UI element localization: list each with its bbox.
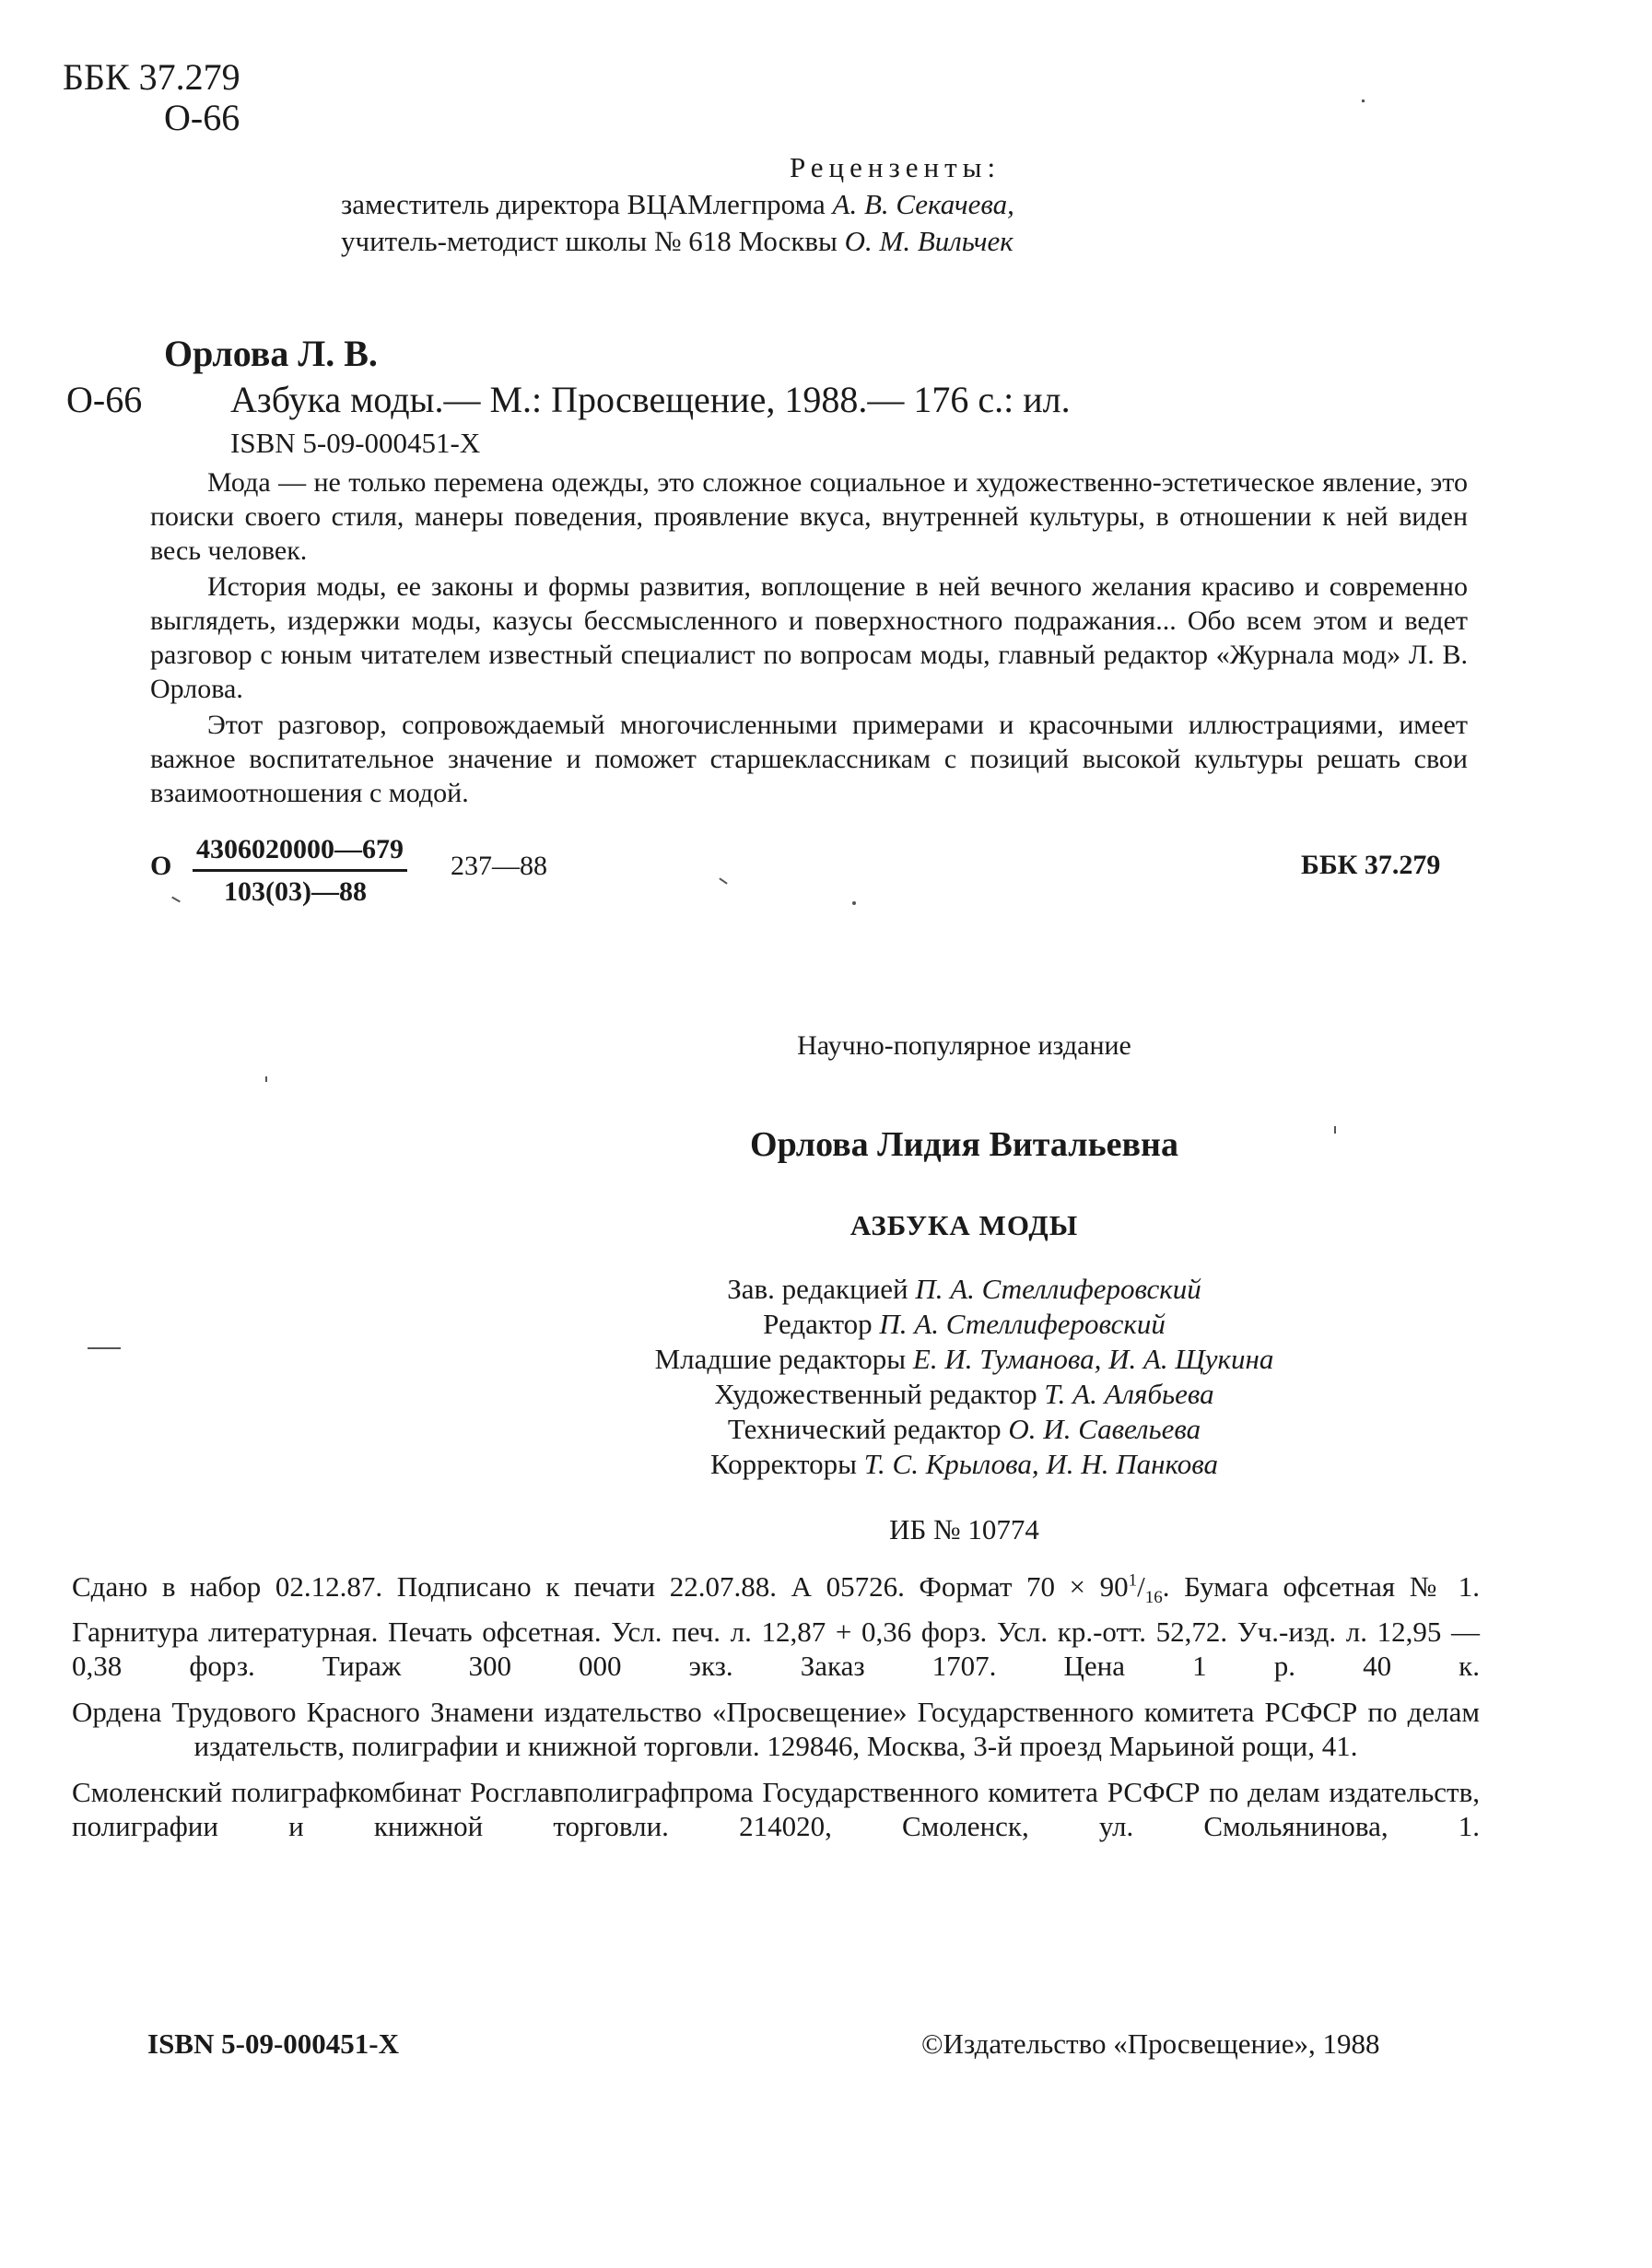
catalog-code: О-66 — [66, 379, 143, 420]
print-details-text-2: . Бумага офсетная № 1. Гарнитура литературная. Печать офсетная. Усл. печ. л. 12,87 + 0,36 форз. Усл. кр.-отт. 52,72. Уч.-изд. л. 12,95 — 0,38 форз. Тираж 300 000 экз. Заказ 1707. Цена 1 р. 40 к. — [72, 1570, 1480, 1683]
catalog-isbn: ISBN 5-09-000451-X — [230, 427, 481, 459]
fraction-suffix: 237—88 — [451, 851, 547, 881]
staff-line — [138, 1307, 1652, 1342]
staff-names: Т. А. Алябьева — [1044, 1378, 1214, 1410]
staff-names: П. А. Стеллиферовский — [879, 1308, 1166, 1340]
reviewer-2-position: учитель-методист школы № 618 Москвы — [341, 225, 845, 257]
reviewer-1-name: А. В. Секачева, — [832, 188, 1014, 220]
reviewers-block — [0, 149, 1652, 260]
scan-speck — [719, 877, 727, 884]
ib-number: ИБ № 10774 — [889, 1513, 1039, 1545]
printer-info: Смоленский полиграфкомбинат Росглавполиграфпрома Государственного комитета РСФСР по делам издательств, полиграфии и книжной торговли. 214020, Смоленск, ул. Смольянинова, 1. — [72, 1776, 1480, 1843]
fraction-numerator: 4306020000—679 — [193, 834, 407, 872]
scan-speck — [88, 1347, 121, 1349]
reviewer-1 — [0, 186, 1652, 223]
author-mark: О-66 — [164, 97, 240, 138]
catalog-author: Орлова Л. В. — [164, 333, 378, 374]
scan-speck — [1334, 1126, 1336, 1134]
scan-speck — [852, 901, 856, 905]
scan-speck — [265, 1076, 267, 1082]
annotation-paragraph-1: Мода — не только перемена одежды, это сложное социальное и художественно-эстетическое явление, это поиски своего стиля, манеры поведения, проявление вкуса, внутренней культуры, в отношении к ней виден весь человек. — [150, 467, 1468, 566]
reviewer-1-position: заместитель директора ВЦАМлегпрома — [341, 188, 833, 220]
staff-role: Художественный редактор — [714, 1378, 1045, 1410]
editorial-staff — [0, 1272, 1652, 1482]
copyright-notice: ©Издательство «Просвещение», 1988 — [921, 2027, 1380, 2060]
annotation-paragraph-2: История моды, ее законы и формы развития, воплощение в ней вечного желания красиво и современно выглядеть, издержки моды, казусы бессмысленного и поверхностного подражания... Обо всем этом и ведет разговор с юным читателем известный специалист по вопросам моды, главный редактор «Журнала мод» Л. В. Орлова. — [150, 571, 1468, 704]
publisher-info: Ордена Трудового Красного Знамени издательство «Просвещение» Государственного комитета РСФСР по делам издательств, полиграфии и книжной торговли. 129846, Москва, 3-й проезд Марьиной рощи, 41. — [72, 1696, 1480, 1763]
staff-line — [138, 1377, 1652, 1412]
format-subscript: 16 — [1144, 1588, 1163, 1608]
print-details-text: Сдано в набор 02.12.87. Подписано к печати 22.07.88. А 05726. Формат 70 × 90 — [72, 1570, 1129, 1603]
scan-speck — [1362, 100, 1365, 102]
fraction-denominator: 103(03)—88 — [224, 876, 367, 907]
staff-names: Е. И. Туманова, И. А. Щукина — [912, 1343, 1274, 1375]
staff-role: Младшие редакторы — [654, 1343, 913, 1375]
edition-type: Научно-популярное издание — [797, 1030, 1131, 1061]
bottom-isbn: ISBN 5-09-000451-X — [147, 2027, 399, 2060]
staff-names: Т. С. Крылова, И. Н. Панкова — [863, 1448, 1219, 1480]
staff-names: О. И. Савельева — [1008, 1413, 1201, 1445]
catalog-bibliographic: Азбука моды.— М.: Просвещение, 1988.— 176 с.: ил. — [230, 379, 1071, 420]
staff-role: Редактор — [763, 1308, 880, 1340]
staff-line — [138, 1447, 1652, 1482]
annotation — [150, 465, 1468, 810]
staff-role: Корректоры — [709, 1448, 864, 1480]
staff-role: Зав. редакцией — [727, 1273, 916, 1305]
imprint-block — [72, 1569, 1480, 1855]
format-superscript: 1 — [1128, 1570, 1138, 1591]
reviewer-2 — [0, 223, 1652, 260]
reviewers-heading: Рецензенты: — [789, 151, 1002, 183]
format-slash: / — [1137, 1570, 1145, 1603]
fraction-prefix: О — [150, 851, 172, 881]
staff-line — [138, 1342, 1652, 1377]
bbk-index-right: ББК 37.279 — [1301, 850, 1441, 880]
full-author-name: Орлова Лидия Витальевна — [750, 1125, 1178, 1164]
annotation-paragraph-3: Этот разговор, сопровождаемый многочисленными примерами и красочными иллюстрациями, имеет важное воспитательное значение и поможет старшеклассникам с позиций высокой культуры решать свои взаимоотношения с модой. — [150, 710, 1468, 808]
staff-names: П. А. Стеллиферовский — [915, 1273, 1201, 1305]
bbk-index: ББК 37.279 — [63, 56, 240, 98]
staff-line — [138, 1412, 1652, 1447]
scan-speck — [171, 897, 181, 903]
staff-role: Технический редактор — [727, 1413, 1009, 1445]
print-details — [72, 1569, 1480, 1683]
bbk-code-top — [63, 57, 240, 138]
book-title: АЗБУКА МОДЫ — [849, 1209, 1079, 1241]
staff-line — [138, 1272, 1652, 1307]
reviewer-2-name: О. М. Вильчек — [844, 225, 1013, 257]
